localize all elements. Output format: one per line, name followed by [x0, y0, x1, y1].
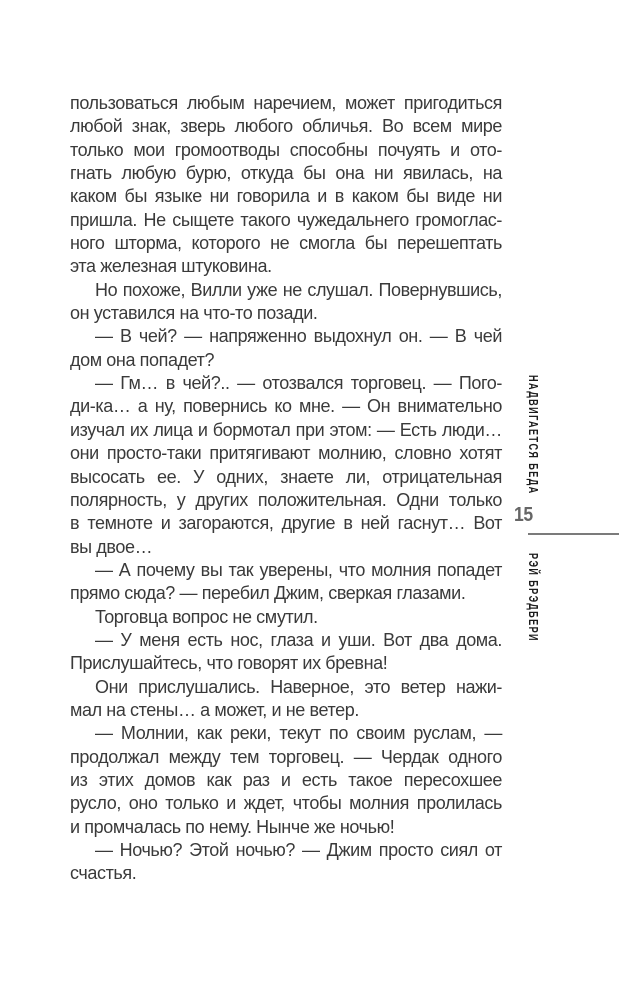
- text-line: высосать ее. У одних, знаете ли, отрицательная: [70, 466, 502, 487]
- paragraph: [70, 325, 502, 372]
- text-line: гнать любую бурю, откуда бы она ни явилась, на: [70, 163, 502, 184]
- text-line: счастья.: [70, 863, 137, 884]
- text-line: продолжал между тем торговец. — Чердак одного: [70, 746, 502, 767]
- text-line: дом она попадет?: [70, 349, 215, 370]
- text-line: каком бы языке ни говорила и в каком бы виде ни: [70, 186, 502, 207]
- text-line: эта железная штуковина.: [70, 256, 272, 277]
- text-line: вы двое…: [70, 536, 153, 557]
- text-line: — У меня есть нос, глаза и уши. Вот два дома.: [95, 629, 502, 650]
- page-number: 15: [514, 504, 533, 526]
- paragraph: [70, 372, 502, 559]
- text-line: Торговца вопрос не смутил.: [95, 606, 318, 627]
- text-line: полярность, у других положительная. Одни только: [70, 489, 502, 510]
- paragraph: [70, 839, 502, 886]
- paragraph: [70, 722, 502, 839]
- text-line: ди-ка… а ну, повернись ко мне. — Он внимательно: [70, 396, 502, 417]
- text-line: в темноте и загораются, другие в ней гаснут… Вот: [70, 513, 502, 534]
- text-line: Но похоже, Вилли уже не слушал. Повернувшись,: [95, 279, 502, 300]
- text-line: он уставился на что-то позади.: [70, 303, 318, 324]
- text-line: и промчалась по нему. Нынче же ночью!: [70, 816, 395, 837]
- text-line: — Ночью? Этой ночью? — Джим просто сиял от: [95, 840, 502, 860]
- text-line: только мои громоотводы способны почуять и ото-: [70, 139, 502, 160]
- text-line: из этих домов как раз и есть такое пересохшее: [70, 769, 502, 790]
- text-line: — А почему вы так уверены, что молния попадет: [95, 559, 502, 580]
- paragraph: [70, 676, 502, 723]
- text-line: — Гм… в чей?.. — отозвался торговец. — Пого-: [95, 373, 502, 394]
- paragraph: [70, 92, 502, 279]
- text-line: русло, оно только и ждет, чтобы молния пролилась: [70, 793, 502, 814]
- text-line: ного шторма, которого не смогла бы перешептать: [70, 233, 502, 254]
- text-line: они просто-таки притягивают молнию, словно хотят: [70, 443, 502, 464]
- paragraph: [70, 606, 502, 629]
- text-line: любой знак, зверь любого обличья. Во всем мире: [70, 116, 502, 137]
- paragraph: [70, 559, 502, 606]
- text-line: пришла. Не сыщете такого чужедальнего громоглас-: [70, 209, 502, 230]
- page-text: [70, 92, 502, 886]
- text-line: прямо сюда? — перебил Джим, сверкая глазами.: [70, 583, 466, 604]
- running-head-book-title: НАДВИГАЕТСЯ БЕДА: [526, 375, 541, 495]
- running-head-author: РЭЙ БРЭДБЕРИ: [526, 553, 541, 642]
- divider-rule: [528, 533, 619, 535]
- text-line: — В чей? — напряженно выдохнул он. — В чей: [95, 326, 502, 347]
- text-line: мал на стены… а может, и не ветер.: [70, 699, 359, 720]
- text-line: изучал их лица и бормотал при этом: — Есть люди…: [70, 419, 502, 440]
- paragraph: [70, 279, 502, 326]
- paragraph: [70, 629, 502, 676]
- text-line: Они прислушались. Наверное, это ветер нажи-: [95, 676, 502, 697]
- text-line: — Молнии, как реки, текут по своим руслам, —: [95, 723, 502, 744]
- text-line: пользоваться любым наречием, может пригодиться: [70, 93, 502, 113]
- text-line: Прислушайтесь, что говорят их бревна!: [70, 653, 388, 674]
